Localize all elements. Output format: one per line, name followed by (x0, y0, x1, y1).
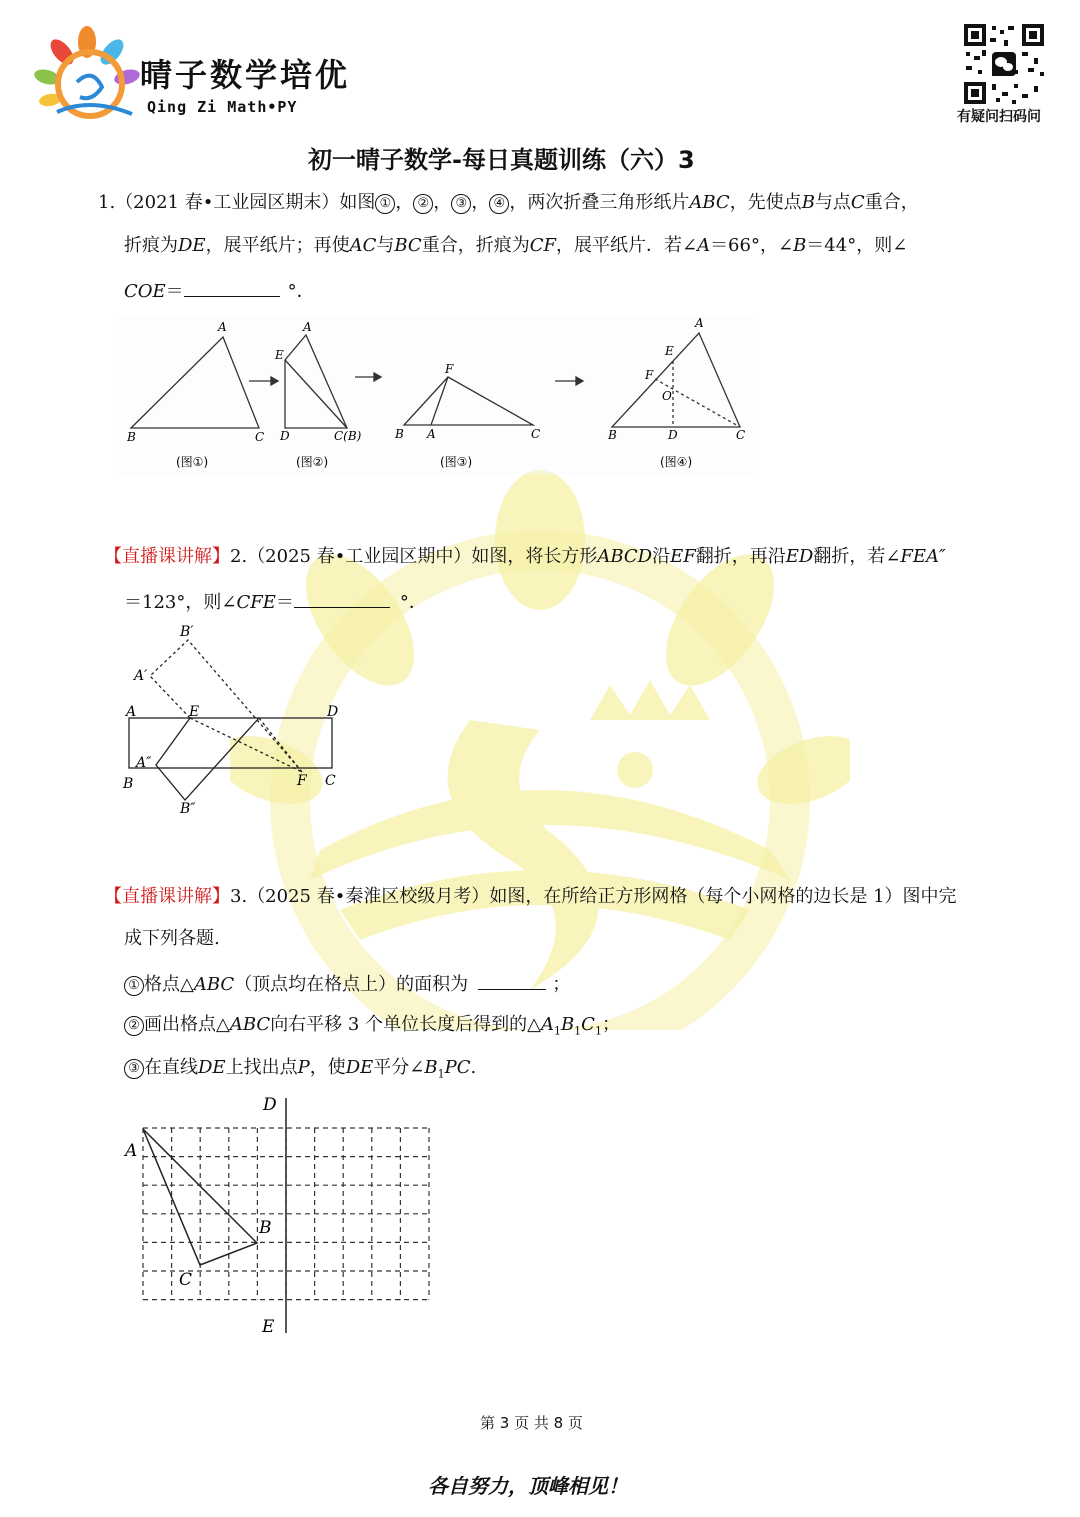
q3-text: 在直线 (144, 1057, 198, 1078)
q1-fig3-ref: ③ (451, 194, 471, 214)
fig4-label-f: F (645, 368, 654, 382)
q2-label-e: E (189, 704, 200, 720)
q3-text: 如图，在所给正方形网格（每个小网格的边长是 1）图中完 (489, 886, 957, 907)
q2-text: 翻折，再沿 (695, 546, 786, 567)
q3-subscript: 1 (553, 1024, 561, 1038)
q3-math: B (424, 1057, 438, 1078)
q1-text: ＝ (165, 281, 184, 302)
q1-math: B (801, 192, 815, 213)
q3-subscript: 1 (437, 1067, 445, 1081)
fig4-label-c: C (736, 428, 746, 442)
fold-a1-b1 (150, 640, 302, 772)
q2-label-b: B (123, 776, 134, 792)
q3-sub2-mark: ② (124, 1016, 144, 1036)
page-title: 初一晴子数学-每日真题训练（六）3 (308, 146, 695, 174)
q2-math: ABCD (597, 546, 653, 567)
fold-a2-b2 (156, 718, 259, 800)
q2-text: ＝ (275, 592, 294, 613)
q1-text: ，先使点 (729, 192, 802, 213)
fig2-label-e: E (275, 348, 284, 362)
q3-math: B (560, 1014, 575, 1035)
q1-fig4-ref: ④ (489, 194, 509, 214)
q1-text: ， (395, 192, 414, 213)
q1-fig2-ref: ② (413, 194, 433, 214)
q1-text: ，展平纸片．若∠ (555, 235, 698, 256)
q1-math: C (850, 192, 865, 213)
q2-line-1 (104, 546, 946, 568)
q3-sub-3 (124, 1057, 476, 1086)
q2-source: （2025 春•工业园区期中） (247, 546, 472, 567)
q1-text: 与点 (814, 192, 851, 213)
fig3-label-c: C (531, 427, 541, 441)
fig2-label-a: A (303, 320, 312, 334)
q1-text: ＝44°，则∠ (806, 235, 908, 256)
q3-line-2 (124, 928, 220, 950)
fig4-caption: (图④) (660, 455, 693, 469)
fig1-label-b: B (127, 430, 136, 444)
q1-text: ，两次折叠三角形纸片 (509, 192, 690, 213)
q2-label-bp: B′ (180, 624, 194, 640)
q3-text: （顶点均在格点上）的面积为 (234, 974, 469, 995)
q1-source: （2021 春•工业园区期末） (115, 192, 340, 213)
q2-text: 如图，将长方形 (471, 546, 598, 567)
q2-text: 沿 (652, 546, 671, 567)
q3-label-c: C (179, 1270, 193, 1290)
fig2-label-cb: C(B) (334, 429, 362, 443)
q1-line-3 (124, 278, 315, 303)
q3-subscript: 1 (594, 1024, 602, 1038)
slogan: 各自努力，顶峰相见！ (428, 1474, 628, 1498)
brand-name-en: Qing Zi Math•PY (147, 98, 298, 116)
q1-math: BC (394, 235, 422, 256)
q2-label-d: D (327, 704, 339, 720)
q2-number: 2. (230, 546, 248, 567)
q1-math: CF (529, 235, 556, 256)
q3-text: . (470, 1057, 477, 1078)
fig1-label-c: C (255, 430, 265, 444)
q2-answer-blank[interactable] (294, 589, 390, 608)
q3-math: PC (444, 1057, 471, 1078)
q3-text: 格点△ (144, 974, 194, 995)
q1-text: 重合，折痕为 (421, 235, 530, 256)
q1-text: ，展平纸片；再使 (205, 235, 350, 256)
q1-math: DE (178, 235, 206, 256)
fig3-label-a: A (427, 427, 436, 441)
fig3-caption: (图③) (440, 455, 473, 469)
q2-figure (118, 620, 358, 820)
q1-math: B (793, 235, 807, 256)
brand-logo-icon (32, 22, 142, 127)
q3-math: P (297, 1057, 310, 1078)
q2-math: ED (785, 546, 814, 567)
q3-number: 3. (230, 886, 248, 907)
q3-math: ABC (193, 974, 235, 995)
q3-subscript: 1 (574, 1024, 582, 1038)
fig4-label-b: B (608, 428, 617, 442)
q3-math: C (581, 1014, 595, 1035)
q2-label-c: C (325, 773, 336, 789)
fold-ef (190, 718, 302, 772)
q3-text: ； (552, 974, 571, 995)
fold-ed (259, 718, 302, 772)
q1-line-2 (124, 235, 907, 257)
q3-live-tag: 【直播课讲解】 (104, 886, 230, 907)
q1-math: ABC (689, 192, 730, 213)
q3-grid-figure (118, 1088, 448, 1340)
q3-text: 平分∠ (373, 1057, 425, 1078)
q1-text: ， (471, 192, 490, 213)
q1-math: COE (124, 281, 166, 302)
q2-math: CFE (236, 592, 276, 613)
q3-math: A (540, 1014, 554, 1035)
q1-math: AC (349, 235, 377, 256)
q2-text: 翻折，若∠ (813, 546, 901, 567)
fig4-label-e: E (665, 344, 674, 358)
q1-text: 如图 (339, 192, 376, 213)
q3-sub-2 (124, 1014, 620, 1043)
fig3-label-f: F (445, 362, 454, 376)
q2-label-app: A″ (136, 755, 152, 771)
q3-label-d: D (263, 1095, 277, 1115)
q2-live-tag: 【直播课讲解】 (104, 546, 230, 567)
q1-answer-blank[interactable] (184, 278, 280, 297)
qr-code-icon[interactable] (962, 22, 1046, 106)
q3-answer-blank[interactable] (478, 971, 546, 990)
q3-math: DE (198, 1057, 226, 1078)
q1-text: ＝66°，∠ (710, 235, 794, 256)
q2-text: ＝123°，则∠ (124, 592, 237, 613)
q3-label-e: E (262, 1317, 275, 1337)
q3-label-b: B (259, 1218, 272, 1238)
q3-sub-1 (124, 971, 570, 996)
q3-text: ，使 (309, 1057, 346, 1078)
q1-fig1-ref: ① (375, 194, 395, 214)
q3-sub3-mark: ③ (124, 1059, 144, 1079)
q3-text: 成下列各题. (124, 928, 220, 949)
q2-label-ap: A′ (134, 668, 148, 684)
q1-text: ， (433, 192, 452, 213)
q1-math: A (697, 235, 711, 256)
q2-label-a: A (126, 704, 137, 720)
page-number: 第 3 页 共 8 页 (480, 1414, 583, 1432)
q3-math: DE (345, 1057, 374, 1078)
q2-line-2 (124, 589, 427, 614)
fig4-label-a: A (695, 316, 704, 330)
fig4-label-d: D (668, 428, 678, 442)
fig2-label-d: D (280, 429, 290, 443)
q3-label-a: A (125, 1141, 138, 1161)
q3-text: 向右平移 3 个单位长度后得到的△ (270, 1014, 541, 1035)
q1-text: 折痕为 (124, 235, 178, 256)
q3-text: 上找出点 (225, 1057, 298, 1078)
q3-math: ABC (229, 1014, 271, 1035)
q1-line-1 (98, 192, 919, 214)
q1-figures (118, 315, 758, 475)
q2-label-f: F (297, 773, 307, 789)
fig1-caption: (图①) (176, 455, 209, 469)
q2-math: EF (670, 546, 696, 567)
q3-text: ； (601, 1014, 620, 1035)
q3-source: （2025 春•秦淮区校级月考） (247, 886, 490, 907)
brand-name-cn: 晴子数学培优 (140, 56, 351, 94)
q1-number: 1. (98, 192, 116, 213)
fig2-caption: (图②) (296, 455, 329, 469)
fig1-label-a: A (218, 320, 227, 334)
q3-text: 画出格点△ (144, 1014, 230, 1035)
q1-text: 重合， (864, 192, 919, 213)
q1-text: °． (287, 281, 315, 302)
qr-caption: 有疑问扫码问 (957, 109, 1041, 125)
fig4-label-o: O (662, 389, 672, 403)
q2-text: °． (399, 592, 427, 613)
fig3-label-b: B (395, 427, 404, 441)
q3-line-1 (104, 886, 957, 908)
q2-label-bpp: B″ (180, 801, 196, 817)
q2-math: FEA″ (900, 546, 946, 567)
q3-sub1-mark: ① (124, 976, 144, 996)
q1-text: 与 (376, 235, 395, 256)
